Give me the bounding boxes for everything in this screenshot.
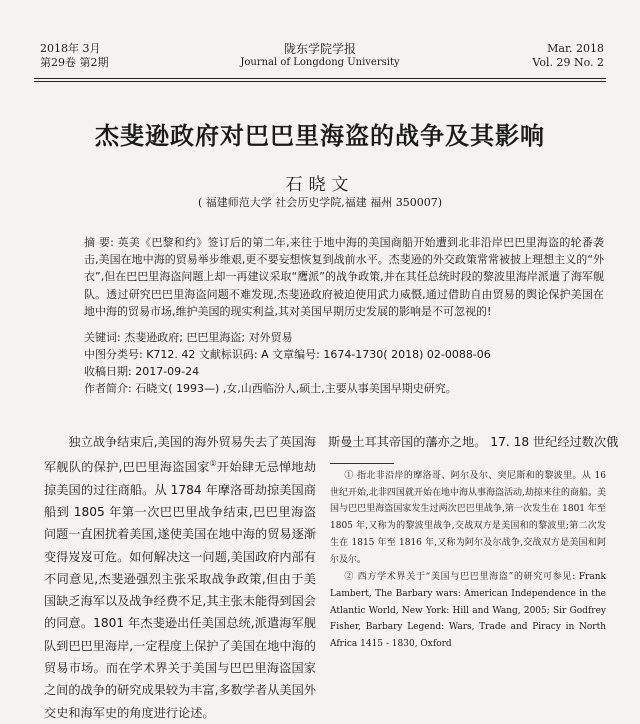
abstract-label: 摘 要: [84,236,114,249]
header-volume-issue: 第29卷 第2期 [40,56,109,69]
article-affiliation: ( 福建师范大学 社会历史学院,福建 福州 350007) [197,196,443,209]
header-date-en: Mar. 2018 [547,42,604,55]
footnote-marker: ① [344,471,354,481]
footnote-item [330,468,606,568]
header-date: 2018年 3月 [40,42,101,55]
header-rule [34,78,606,79]
footnote-text: 西方学术界关于“美国与巴巴里海盗”的研究可参见: Frank Lambert, The Barbary wars: American Independence in the Atlantic World, New York: Hill and Wang, 2005; Sir Godfrey Fisher, Barbary Legend: Wars, Trade and Piracy in North Africa 1415 - 1830, Oxford [330,572,606,650]
journal-name-cn: 陇东学院学报 [283,42,356,56]
body-column-right-line: 斯曼土耳其帝国的藩亦之地。 17. 18 世纪经过数次俄 [328,435,619,449]
abstract-text: 英美《巴黎和约》签订后的第二年,来往于地中海的美国商船开始遭到北非沿岸巴巴里海盗的轮番袭击,美国在地中海的贸易举步维艰,更不要妄想恢复到战前水平。杰斐逊的外交政策常常被披上理想主义的“外衣”,但在巴巴里海盗问题上却一再建议采取“鹰派”的战争政策,并在其任总统时段的黎波里海岸派遣了海军舰队。透过研究巴巴里海盗问题不难发现,杰斐逊政府被迫使用武力威慑,通过借助自由贸易的舆论保护美国在地中海的贸易市场,维护美国的现实利益,其对美国早期历史发展的影响是不可忽视的! [84,236,605,318]
footnote-rule [330,463,394,464]
article-author: 石晓文 [285,175,355,195]
body-column-left [44,431,316,724]
article-title: 杰斐逊政府对巴巴里海盗的战争及其影响 [95,122,545,150]
body-paragraph [44,431,316,724]
abstract [84,234,604,320]
footnote-text: 指北非沿岸的摩洛哥、阿尔及尔、突尼斯和的黎波里。从 16 世纪开始,北非四国就开始在地中海从事海盗活动,劫掠来往的商船。美国与巴巴里海盗国家发生过两次巴巴里战争,第一次发生在 1801 年至 1805 年,又称为的黎波里战争,交战双方是美国和的黎波里;第二次发生在 1815 年至 1816 年,又称为阿尔及尔战争,交战双方是美国和阿尔及尔。 [330,471,606,565]
footnote-ref-1[interactable]: ① [209,459,217,469]
author-bio: 作者简介: 石晓文( 1993—) ,女,山西临汾人,硕士,主要从事美国早期史研究。 [84,382,457,395]
footnotes [330,468,606,654]
header-rule-thin [34,81,606,82]
journal-name-en: Journal of Longdong University [240,57,400,68]
footnote-marker: ② [344,572,355,583]
header-right [532,42,604,70]
received-date: 收稿日期: 2017-09-24 [84,365,200,378]
classification-info: 中图分类号: K712. 42 文献标识码: A 文章编号: 1674-1730( 2018) 02-0088-06 [84,348,491,361]
body-text-part2: 开始肆无忌惮地劫掠美国的过往商船。从 1784 年摩洛哥劫掠美国商船到 1805 年第一次巴巴里战争结束,巴巴里海盗问题一直困扰着美国,遂使美国在地中海的贸易逐渐变得岌岌可危。如何解决这一问题,美国政府内部有不同意见,杰斐逊强烈主张采取战争政策,但由于美国缺乏海军以及战争经费不足,其主张未能得到国会的同意。1801 年杰斐逊出任美国总统,派遣海军舰队到巴巴里海岸,一定程度上保护了美国在地中海的贸易市场。而在学术界关于美国与巴巴里海盗国家之间的战争的研究成果较为丰富,多数学者从美国外交史和海军史的角度进行论述。 [44,460,317,720]
body-text-part1: 独立战争结束后,美国的海外贸易失去了英国海军舰队的保护,巴巴里海盗国家 [44,435,317,475]
keywords: 关键词: 杰斐逊政府; 巴巴里海盗; 对外贸易 [84,331,293,344]
header-volume-en: Vol. 29 No. 2 [532,56,604,69]
footnote-item [330,569,606,653]
